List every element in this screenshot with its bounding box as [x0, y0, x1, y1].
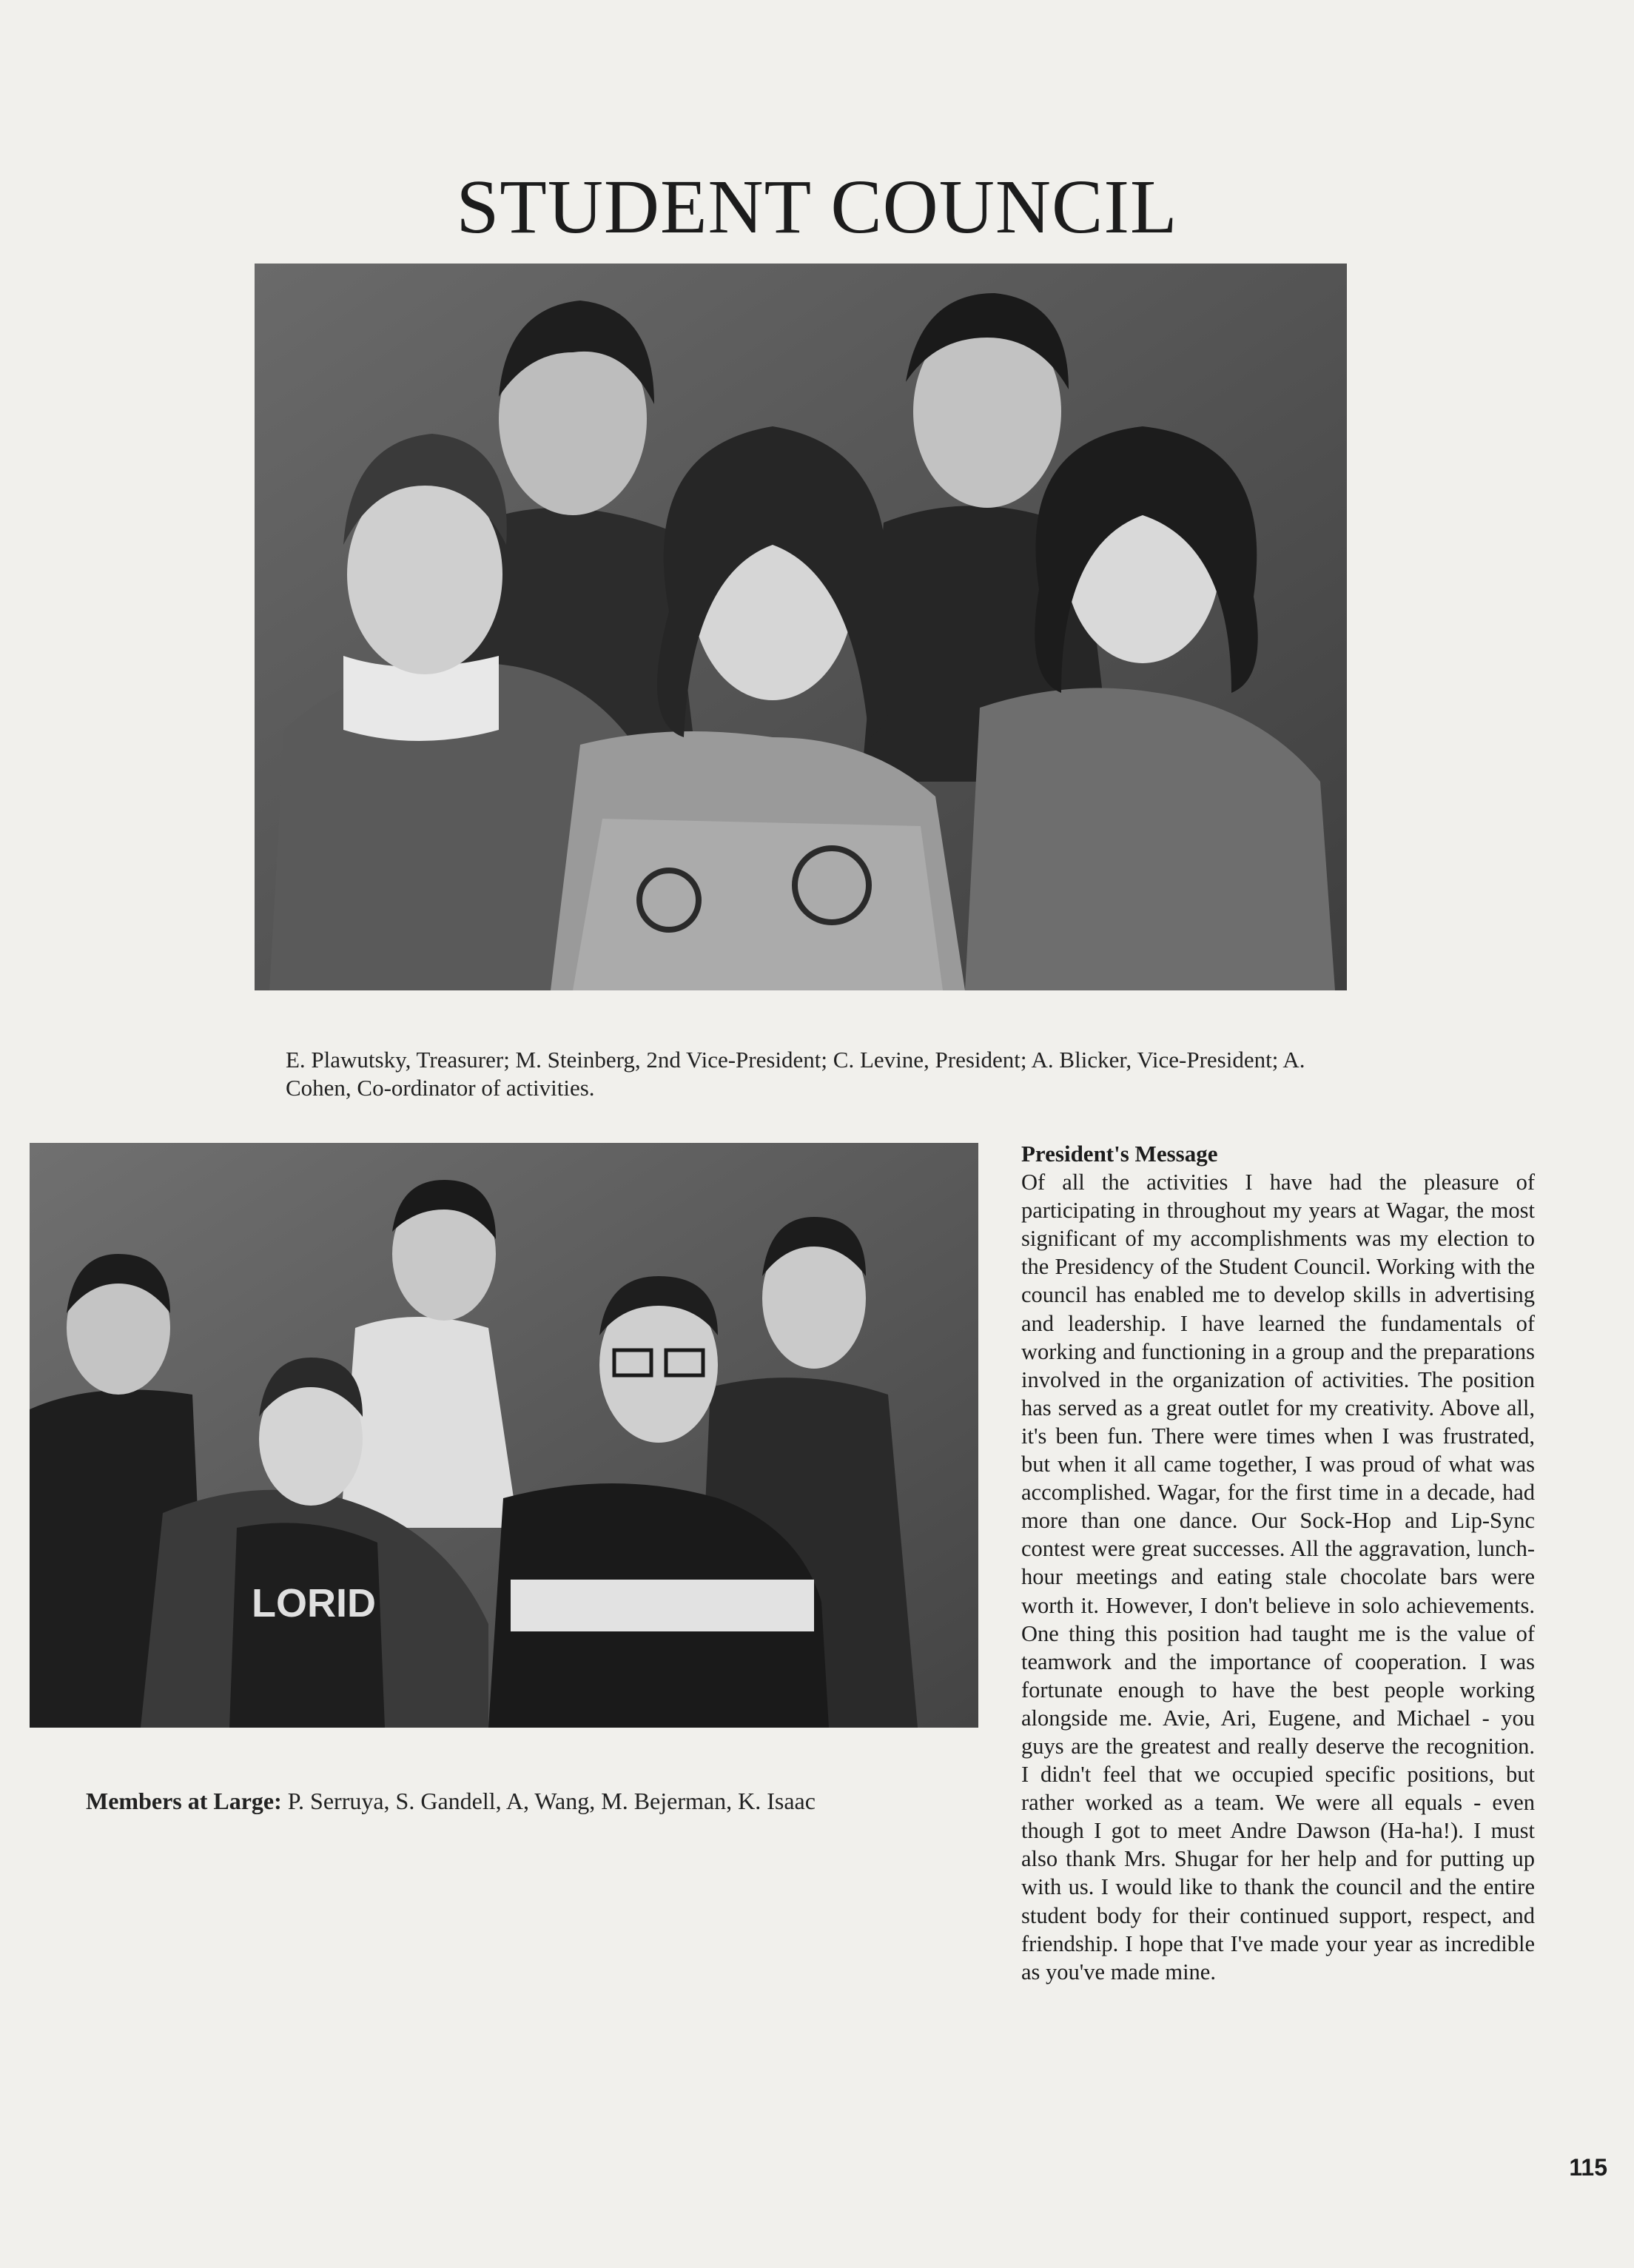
officers-photo [255, 264, 1347, 990]
message-heading: President's Message [1021, 1141, 1218, 1167]
members-caption [86, 1787, 974, 1815]
officers-caption: E. Plawutsky, Treasurer; M. Steinberg, 2nd Vice-President; C. Levine, President; A. Blicker, Vice-President; A. Cohen, Co-ordinator of activities. [286, 1047, 1305, 1101]
members-caption-names: P. Serruya, S. Gandell, A, Wang, M. Bejerman, K. Isaac [281, 1788, 816, 1814]
members-photo [30, 1143, 978, 1728]
presidents-message [1021, 1140, 1535, 1986]
svg-text:LORID: LORID [252, 1581, 376, 1625]
members-caption-lead: Members at Large: [86, 1788, 282, 1814]
message-body: Of all the activities I have had the pleasure of participating in throughout my years at Wagar, the most significant of my accomplishments was my election to the Presidency of the Student Council. Working with the council has enabled me to develop skills in advertising and leadership. I have learned the fundamentals of working and functioning in a group and the preparations involved in the organization of activities. The position has served as a great outlet for my creativity. Above all, it's been fun. There were times when I was frustrated, but when it all came together, I was proud of what was accomplished. Wagar, for the first time in a decade, had more than one dance. Our Sock-Hop and Lip-Sync contest were great successes. All the aggravation, lunch-hour meetings and eating stale chocolate bars were worth it. However, I don't believe in solo achievements. One thing this position had taught me is the value of teamwork and the importance of cooperation. I was fortunate enough to have the best people working alongside me. Avie, Ari, Eugene, and Michael - you guys are the greatest and really deserve the recognition. I didn't feel that we occupied specific positions, but rather worked as a team. We were all equals - even though I got to meet Andre Dawson (Ha-ha!). I must also thank Mrs. Shugar for her help and for putting up with us. I would like to thank the council and the entire student body for their continued support, respect, and friendship. I hope that I've made your year as incredible as you've made mine. [1021, 1170, 1535, 1984]
page-number: 115 [1569, 2154, 1607, 2181]
page-title: STUDENT COUNCIL [456, 164, 1178, 249]
